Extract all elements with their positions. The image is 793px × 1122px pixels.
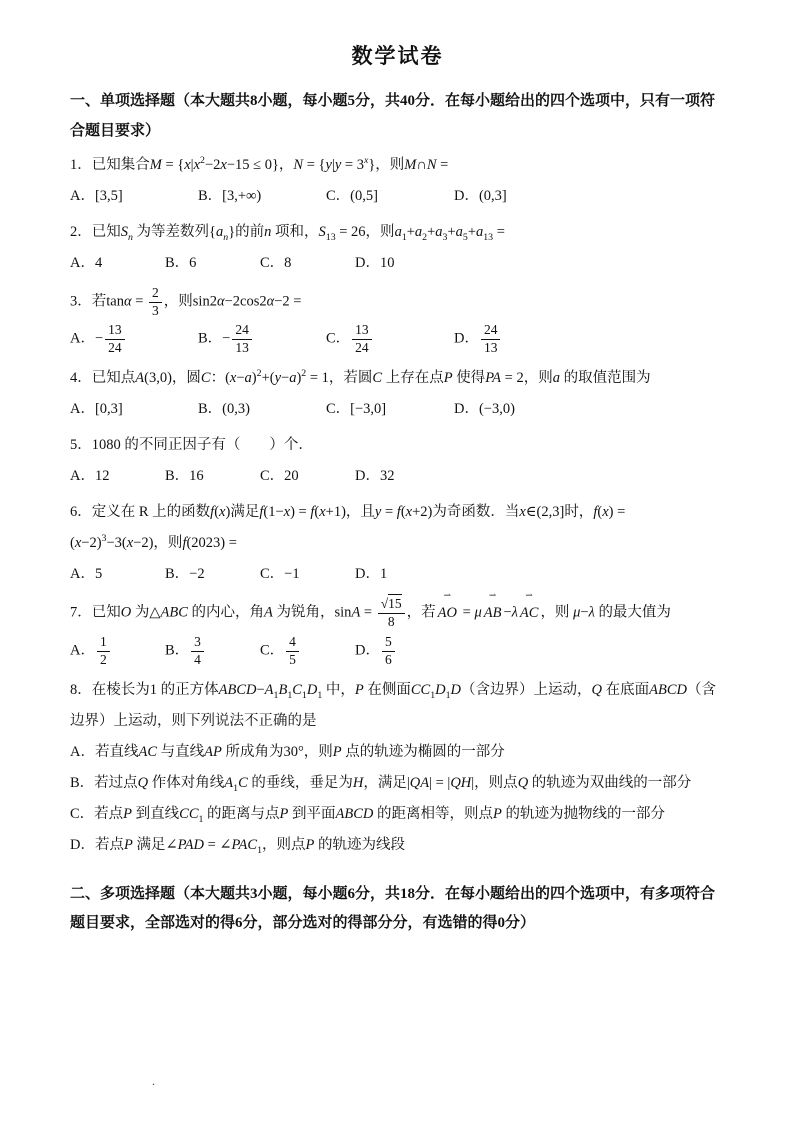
question-5-options bbox=[70, 462, 725, 492]
question-3-option-d: D． $\frac{24}{13}$ bbox=[454, 321, 572, 358]
section2-heading: 二、多项选择题（本大题共3小题，每小题6分，共18分．在每小题给出的四个选项中，有多项符合题目要求，全部选对的得6分，部分选对的得部分分，有选错的得0分） bbox=[70, 885, 716, 931]
question-3-option-c: C． $\frac{13}{24}$ bbox=[326, 321, 444, 358]
question-1-stem: 1．已知集合$M = \{x|x^2-2x-15 \le 0\}$，$N = \{y|y = 3^x\}$，则M∩N = bbox=[70, 155, 449, 173]
question-4 bbox=[70, 363, 725, 425]
question-2 bbox=[70, 217, 725, 279]
question-5-stem: 5．1080 的不同正因子有（ ）个． bbox=[70, 437, 313, 454]
question-8-option-c: C．若点P 到直线$CC_1$ 的距离与点P 到平面ABCD 的距离相等，则点P 的轨迹为抛物线的一部分 bbox=[70, 806, 665, 826]
question-8-option-a: A．若直线AC 与直线AP 所成角为30°，则P 点的轨迹为椭圆的一部分 bbox=[70, 743, 505, 760]
question-6-options bbox=[70, 560, 725, 590]
question-7-options bbox=[70, 633, 725, 670]
question-4-option-a: A．[0,3] bbox=[70, 401, 123, 418]
question-8-stem: 8．在棱长为1 的正方体$ABCD-A_1B_1C_1D_1$ 中，P 在侧面$CC_1D_1D$（含边界）上运动，Q 在底面ABCD（含边界）上运动，则下列说法不正确的是 bbox=[70, 681, 716, 729]
question-5-option-d: D．32 bbox=[355, 468, 395, 485]
question-3-option-b: B．− $\frac{24}{13}$ bbox=[198, 321, 316, 358]
question-7-option-a: A． $\frac{1}{2}$ bbox=[70, 633, 155, 670]
question-6-option-b: B．−2 bbox=[165, 566, 205, 583]
question-2-option-c: C．8 bbox=[260, 254, 292, 271]
page-title: 数学试卷 bbox=[351, 44, 444, 68]
question-1-option-c: C．(0,5] bbox=[326, 188, 378, 205]
question-3-options bbox=[70, 321, 725, 358]
question-4-options bbox=[70, 395, 725, 425]
question-6-stem: 6．定义在 R 上的函数f(x)满足f(1−x) = f(x+1)，且y = f(x+2)为奇函数．当x∈(2,3]时，$f(x) = (x-2)^3-3(x-2)$，则f(2023) = bbox=[70, 503, 626, 552]
question-2-option-a: A．4 bbox=[70, 254, 103, 271]
question-5-option-a: A．12 bbox=[70, 468, 110, 485]
question-2-options bbox=[70, 249, 725, 279]
question-6-option-a: A．5 bbox=[70, 566, 103, 583]
question-7-stem: 7．已知O 为△ABC 的内心，角A 为锐角，sinA = $\frac{√15}{8}$ ，若 AO ⇀ = μ AB ⇀ −λ AC ⇀ ，则 μ−λ 的最大值为 bbox=[70, 595, 725, 632]
question-4-stem: 4．已知点A(3,0)，圆C：$(x-a)^2+(y-a)^2 = 1$，若圆C 上存在点P 使得PA = 2，则a 的取值范围为 bbox=[70, 368, 651, 387]
question-1 bbox=[70, 150, 725, 212]
question-7-option-b: B． $\frac{3}{4}$ bbox=[165, 633, 250, 670]
question-2-option-b: B．6 bbox=[165, 254, 197, 271]
question-1-option-b: B．[3,+∞) bbox=[198, 188, 262, 205]
question-4-option-c: C．[−3,0] bbox=[326, 401, 387, 418]
question-8-option-b: B．若过点Q 作体对角线$A_1C$ 的垂线，垂足为H，满足|QA| = |QH|，则点Q 的轨迹为双曲线的一部分 bbox=[70, 775, 692, 794]
question-3-option-a: A．− $\frac{13}{24}$ bbox=[70, 321, 188, 358]
question-1-options bbox=[70, 182, 725, 212]
question-5 bbox=[70, 430, 725, 492]
question-4-option-d: D．(−3,0) bbox=[454, 401, 515, 418]
question-8-option-d: D．若点P 满足∠PAD = $\angle PAC_1$，则点P 的轨迹为线段 bbox=[70, 837, 405, 857]
question-7 bbox=[70, 595, 725, 670]
question-1-option-a: A．[3,5] bbox=[70, 188, 123, 205]
question-7-option-d: D． $\frac{5}{6}$ bbox=[355, 633, 440, 670]
question-4-option-b: B．(0,3) bbox=[198, 401, 250, 418]
section1-heading: 一、单项选择题（本大题共8小题，每小题5分，共40分．在每小题给出的四个选项中，只有一项符合题目要求） bbox=[70, 93, 716, 139]
question-3-stem: 3．若tanα = $\frac{2}{3}$ ，则sin2α−2cos2α−2 = bbox=[70, 284, 302, 318]
question-3 bbox=[70, 284, 725, 359]
question-6-option-d: D．1 bbox=[355, 566, 388, 583]
question-7-option-c: C． $\frac{4}{5}$ bbox=[260, 633, 345, 670]
question-6 bbox=[70, 497, 725, 590]
question-8 bbox=[70, 675, 725, 862]
question-6-option-c: C．−1 bbox=[260, 566, 300, 583]
stray-mark: . bbox=[152, 1074, 155, 1089]
question-5-option-c: C．20 bbox=[260, 468, 299, 485]
question-1-option-d: D．(0,3] bbox=[454, 188, 507, 205]
question-2-option-d: D．10 bbox=[355, 254, 395, 271]
question-5-option-b: B．16 bbox=[165, 468, 204, 485]
question-2-stem: 2．已知$S_n$ 为等差数列$\{a_n\}$的前n 项和，$S_{13} = 26$，则$a_1+a_2+a_3+a_5+a_{13}$ = bbox=[70, 223, 505, 243]
